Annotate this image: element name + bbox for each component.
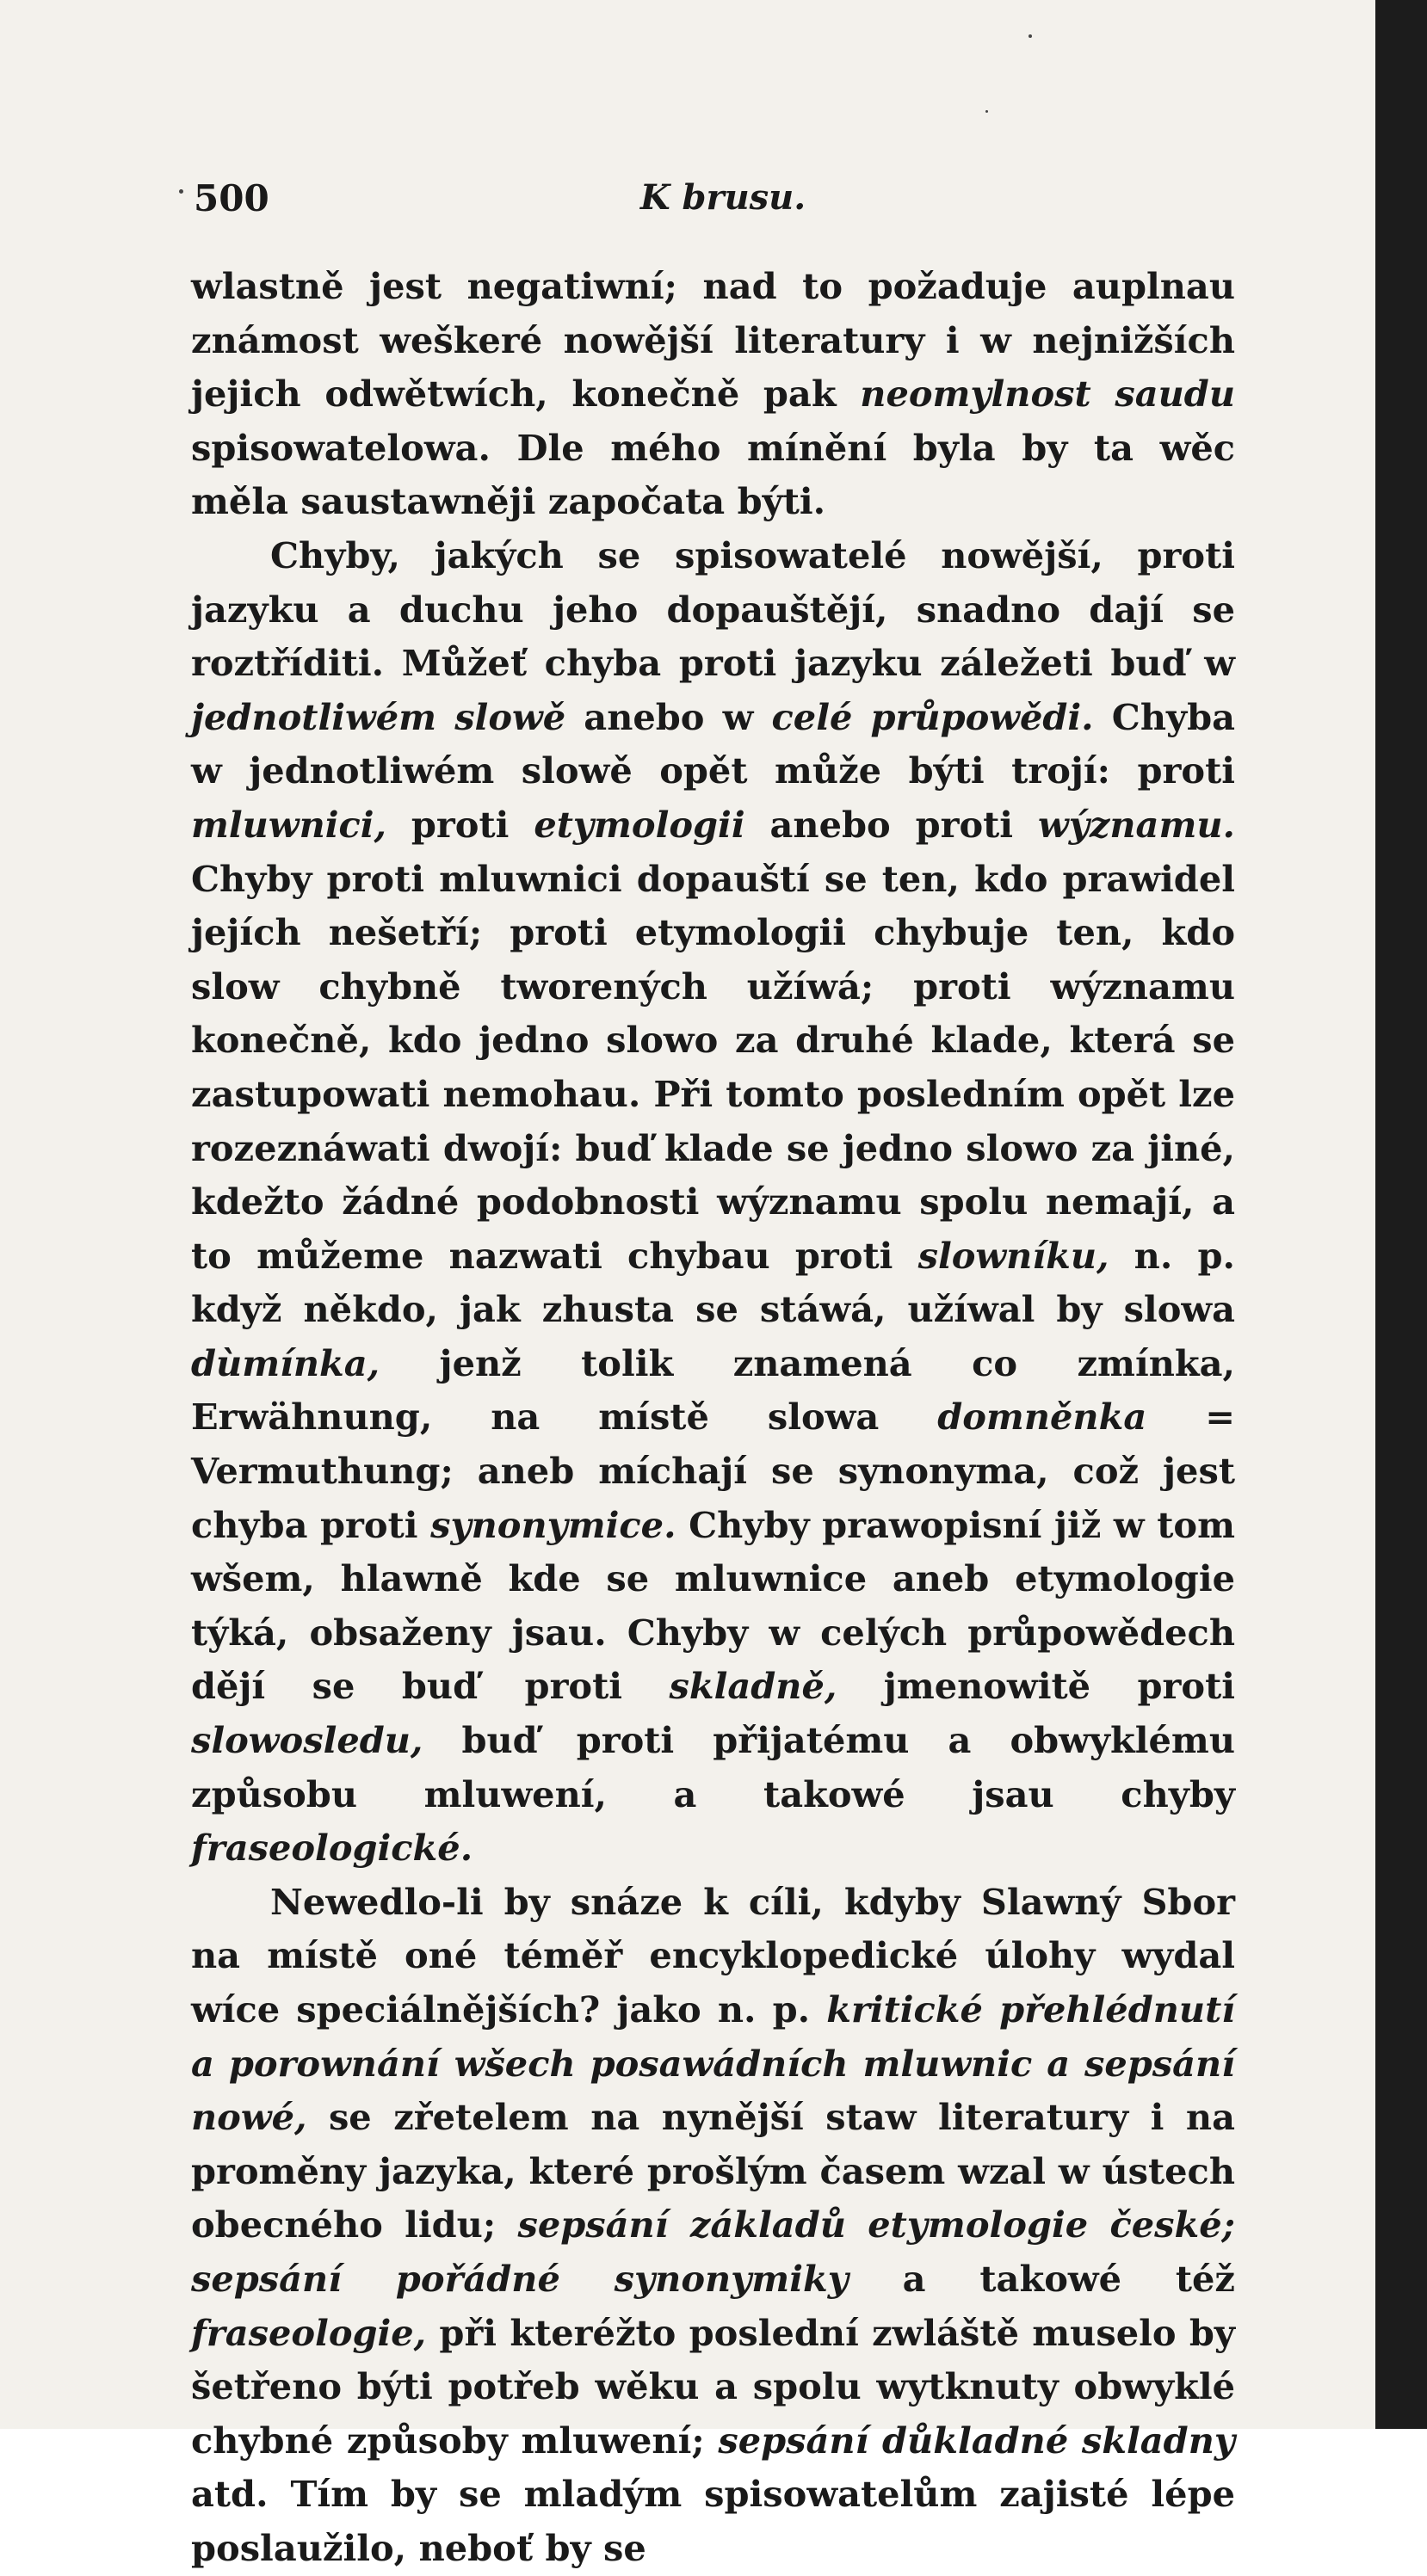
text-run: Chyby proti mluwnici dopauští se ten, kdo prawidel jejích nešetří; proti etymologii chybuje ten, kdo slow chybně tworených užíwá; proti wýznamu konečně, kdo jedno slowo za druhé klade, která se zastupowati nemohau. Při tomto posledním opět lze rozeznáwati dwojí: buď klade se jedno slowo za jiné, kdežto žádné podobnosti wýznamu spolu nemají, a to můžeme nazwati chybau proti bbox=[191, 857, 1235, 1277]
body-text bbox=[191, 260, 1235, 2576]
text-run: = bbox=[1146, 1396, 1235, 1439]
italic-phrase: skladně, bbox=[669, 1665, 837, 1708]
text-run: Newedlo-li by snáze k cíli, kdyby Slawný Sbor na místě oné téměř encyklopedické úlohy wydal wíce speciálnějších? jako n. p. bbox=[191, 1880, 1235, 2031]
italic-phrase: slowosledu, bbox=[191, 1719, 423, 1762]
italic-phrase: sepsání základů etymologie české; sepsání pořádné synonymiky bbox=[191, 2203, 1235, 2300]
text-run: n. p. když někdo, jak zhusta se stáwá, užíwal by slowa bbox=[191, 1234, 1235, 1331]
text-run: atd. Tím by se mladým spisowatelům zajisté lépe poslaužilo, neboť by se bbox=[191, 2473, 1235, 2569]
text-run: Chyby, jakých se spisowatelé nowější, proti jazyku a duchu jeho dopauštějí, snadno dají se roztříditi. Můžeť chyba proti jazyku záležeti buď w bbox=[191, 533, 1235, 685]
text-run: jmenowitě proti bbox=[837, 1665, 1236, 1708]
italic-phrase: celé průpowědi. bbox=[771, 695, 1094, 738]
running-title: K brusu. bbox=[639, 177, 806, 218]
italic-phrase: fraseologie, bbox=[191, 2311, 427, 2354]
text-run: anebo proti bbox=[744, 803, 1038, 846]
text-run: se zřetelem na nynější staw literatury i na proměny jazyka, které prošlým časem wzal w ústech obecného lidu; bbox=[191, 2096, 1235, 2246]
text-run: jenž tolik znamená co zmínka, bbox=[380, 1341, 1235, 1384]
page-number: 500 bbox=[194, 177, 269, 219]
italic-phrase: fraseologické. bbox=[191, 1827, 473, 1870]
paragraph bbox=[191, 260, 1235, 529]
text-run: buď proti přijatému a obwyklému způsobu mluwení, a takowé jsau chyby bbox=[191, 1719, 1235, 1815]
text-run: proti bbox=[386, 803, 534, 846]
italic-phrase: wýznamu. bbox=[1037, 803, 1235, 846]
paper-speck bbox=[985, 110, 988, 113]
italic-phrase: slowníku, bbox=[917, 1234, 1109, 1277]
italic-phrase: kritické přehlédnutí a porownání wšech posawádních mluwnic a sepsání nowé, bbox=[191, 1988, 1236, 2139]
text-run: spisowatelowa. Dle mého mínění byla by ta wěc měla saustawněji započata býti. bbox=[191, 426, 1235, 523]
scan-dark-edge bbox=[1375, 0, 1427, 2429]
page-header bbox=[194, 177, 1252, 229]
text-run: Chyby prawopisní již w tom wšem, hlawně kde se mluwnice aneb etymologie týká, obsaženy jsau. Chyby w celých průpowědech dějí se buď proti bbox=[191, 1503, 1235, 1708]
italic-phrase: etymologii bbox=[534, 803, 745, 846]
text-run: při kteréžto poslední zwláště muselo by šetřeno býti potřeb wěku a spolu wytknuty obwyklé chybné způsoby mluwení; bbox=[191, 2311, 1235, 2462]
text-run: na místě slowa bbox=[432, 1396, 938, 1439]
italic-phrase: dùmínka, bbox=[191, 1341, 380, 1384]
italic-phrase: neomylnost saudu bbox=[860, 373, 1235, 416]
paragraph bbox=[191, 1876, 1235, 2576]
italic-phrase: domněnka bbox=[937, 1396, 1147, 1439]
fraktur-word: Vermuthung bbox=[191, 1450, 441, 1493]
text-run: Chyba w jednotliwém slowě opět může býti trojí: proti bbox=[191, 695, 1236, 792]
italic-phrase: jednotliwém slowě bbox=[191, 695, 566, 738]
italic-phrase: sepsání důkladné skladny bbox=[718, 2419, 1235, 2462]
paper-speck bbox=[1029, 34, 1032, 38]
text-run: ; aneb míchají se synonyma, což jest chyba proti bbox=[191, 1450, 1235, 1546]
italic-phrase: synonymice. bbox=[430, 1503, 676, 1546]
text-run: anebo w bbox=[565, 695, 772, 738]
text-run: wlastně jest negatiwní; nad to požaduje auplnau známost weškeré nowější literatury i w nejnižších jejich odwětwích, konečně pak bbox=[191, 265, 1235, 416]
text-run: a takowé též bbox=[848, 2257, 1235, 2300]
italic-phrase: mluwnici, bbox=[191, 803, 386, 846]
fraktur-word: Erwähnung, bbox=[191, 1396, 433, 1439]
paper-speck bbox=[179, 189, 183, 194]
paragraph bbox=[191, 529, 1235, 1876]
